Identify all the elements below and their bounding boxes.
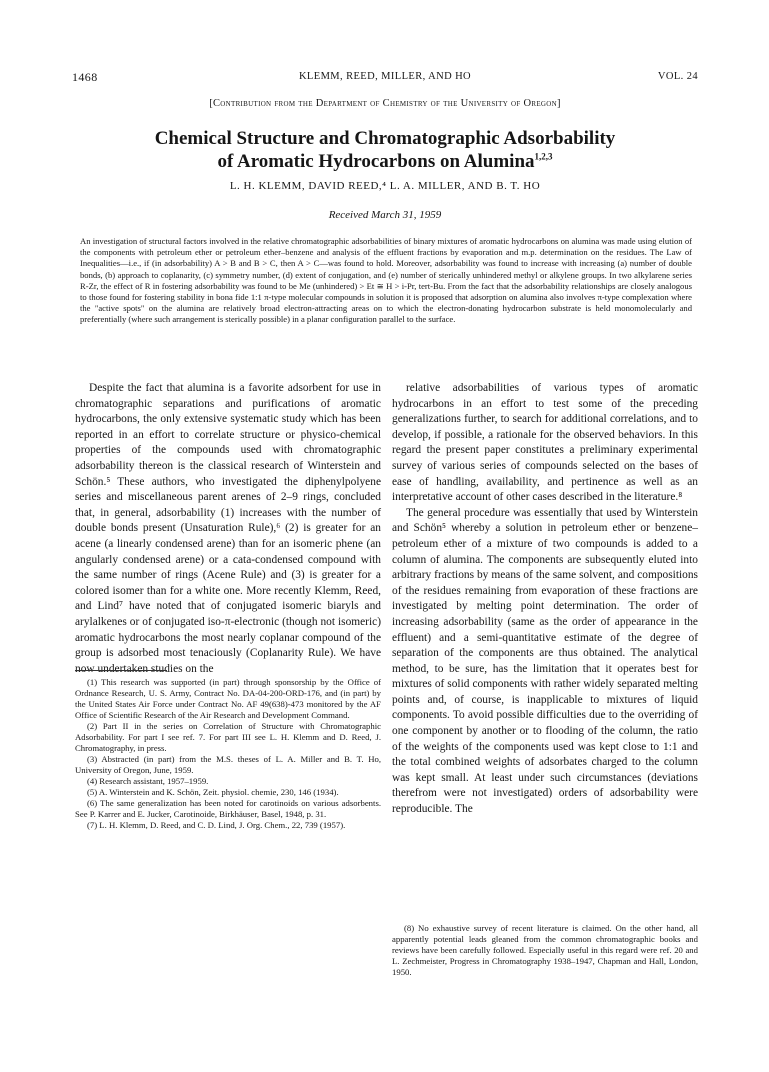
title-footnote-marks: 1,2,3 (534, 151, 553, 162)
article-title (72, 127, 698, 173)
running-head (72, 70, 698, 86)
footnote: (1) This research was supported (in part) through sponsorship by the Office of Ordnance Research, U. S. Army, Contract No. DA-04-200-ORD-176, and (in part) by the United States Air Force under Contract No. AF 49(638)-473 monitored by the AF Office of Scientific Research of the Air Research and Development Command. (75, 677, 381, 720)
footnote: (6) The same generalization has been noted for carotinoids on various adsorbents. See P. Karrer and E. Jucker, Carotinoide, Birkhäuser, Basel, 1948, p. 31. (75, 798, 381, 819)
author-list: L. H. KLEMM, DAVID REED,⁴ L. A. MILLER, AND B. T. HO (229, 180, 541, 192)
body-column-right (392, 381, 698, 818)
title-line-2: of Aromatic Hydrocarbons on Alumina (217, 151, 535, 172)
contribution-line: [Contribution from the Department of Chemistry of the University of Oregon] (209, 98, 561, 109)
body-paragraph: relative adsorbabilities of various types of aromatic hydrocarbons in an effort to test some of the preceding generalizations further, to search for additional correlations, and to develop, if possible, a rationale for the observed behaviors. In this regard the present paper constitutes a preliminary experimental survey of various series of compounds selected on the bases of ease of handling, availability, and pertinence as well as an interpretative account of other cases described in the literature.⁸ (392, 382, 698, 504)
title-line-1: Chemical Structure and Chromatographic Adsorbability (154, 128, 616, 149)
footnote: (5) A. Winterstein and K. Schön, Zeit. physiol. chemie, 230, 146 (1934). (87, 787, 339, 797)
footnote: (3) Abstracted (in part) from the M.S. theses of L. A. Miller and B. T. Ho, University of Oregon, June, 1959. (75, 754, 381, 775)
title-line-2-wrap (72, 150, 698, 173)
received-date: Received March 31, 1959 (328, 209, 442, 221)
volume-number: VOL. 24 (657, 71, 698, 82)
footnote: (2) Part II in the series on Correlation of Structure with Chromatographic Adsorbability. For part I see ref. 7. For part III see L. H. Klemm and D. Reed, J. Chromatography, in press. (75, 721, 381, 753)
footnote: (4) Research assistant, 1957–1959. (87, 776, 209, 786)
footnote: (7) L. H. Klemm, D. Reed, and C. D. Lind, J. Org. Chem., 22, 739 (1957). (87, 820, 346, 830)
body-column-left (75, 381, 381, 677)
footnote: (8) No exhaustive survey of recent literature is claimed. On the other hand, all apparently potential leads gleaned from the common chromatographic books and reviews have been carefully followed. Especially useful in this regard were ref. 20 and L. Zechmeister, Progress in Chromatography 1938–1947, Chapman and Hall, London, 1950. (392, 923, 698, 977)
page-number: 1468 (72, 70, 98, 84)
footnotes-right (392, 923, 698, 978)
footnote-divider (75, 670, 167, 671)
abstract: An investigation of structural factors involved in the relative chromatographic adsorbabilities of binary mixtures of aromatic hydrocarbons on alumina was made using elution of the components with petroleum ether or petroleum ether–benzene and analysis of the effluent fractions by evaporation and m.p. determination on the residues. The Law of Inequalities—i.e., if (in adsorbability) A > B and B > C, then A > C—was found to hold. Moreover, adsorbability was found to increase with increasing (a) number of double bonds, (b) approach to coplanarity, (c) symmetry number, (d) extent of conjugation, and (e) number of sterically unhindered methyl or alkylene groups. In two alkylarene series R-Zr, the effect of R in fostering adsorbability was found to be Me (unhindered) > Et ≅ H > i-Pr, tert-Bu. From the fact that the adsorbability relationships are closely analogous to those found for fostering stability in bona fide 1:1 π-type molecular compounds in solution it is proposed that adsorption on alumina also involves π-type complexation where the "active spots" on the alumina are relatively broad electron-attracting areas on to which the electron-donating hydrocarbon substrate is held monomolecularly and preferentially (where such arrangement is sterically possible) in a planar configuration parallel to the surface. (80, 236, 692, 325)
footnotes-left (75, 677, 381, 831)
running-head-authors: KLEMM, REED, MILLER, AND HO (298, 71, 472, 82)
body-paragraph: The general procedure was essentially that used by Winterstein and Schön⁵ whereby a solution in petroleum ether or benzene–petroleum ether of a mixture of two compounds is added to a column of alumina. The components are subsequently eluted into arbitrary fractions by means of the same solvent, and compositions of the residues remaining from evaporation of these fractions are investigated by melting point determination. The order of increasing adsorbability (same as the order of appearance in the effluent) and a semi-quantitative estimate of the degree of separation of the components are thus obtained. The analytical method, to be sure, has the limitation that it operates best for mixtures of solid components with rather widely separated melting points and, of course, is inapplicable to mixtures of liquid components. To avoid possible difficulties due to the overriding of one component by another or to flooding of the column, the ratio of the weights of the components used was kept close to 1:1 and the total combined weights of adsorbates charged to the column was kept small. At least under such circumstances (deviations therefrom were not investigated) orders of adsorbability were reproducible. The (392, 506, 698, 816)
body-paragraph: Despite the fact that alumina is a favorite adsorbent for use in chromatographic separations and purifications of aromatic hydrocarbons, the only extensive systematic study which has been reported in an effort to correlate structure or physico-chemical properties of the compounds used with chromatographic adsorbability thereon is the classical research of Winterstein and Schön.⁵ These authors, who investigated the diphenylpolyene series and miscellaneous parent arenes of 2–9 rings, concluded that, in general, adsorbability (1) increases with the number of double bonds present (Unsaturation Rule),⁶ (2) is greater for an acene (a linearly condensed arene) than for an isomeric phene (an angularly condensed arene) or a cata-condensed compound with the same number of rings (Acene Rule) and (3) is greater for a colored isomer than for a white one. More recently Klemm, Reed, and Lind⁷ have noted that of conjugated isomeric biaryls and arylalkenes or of conjugated iso-π-electronic (though not isomeric) aromatic hydrocarbons the most nearly coplanar compound of the group is adsorbed most tenaciously (Coplanarity Rule). We have now undertaken studies on the (75, 382, 381, 675)
